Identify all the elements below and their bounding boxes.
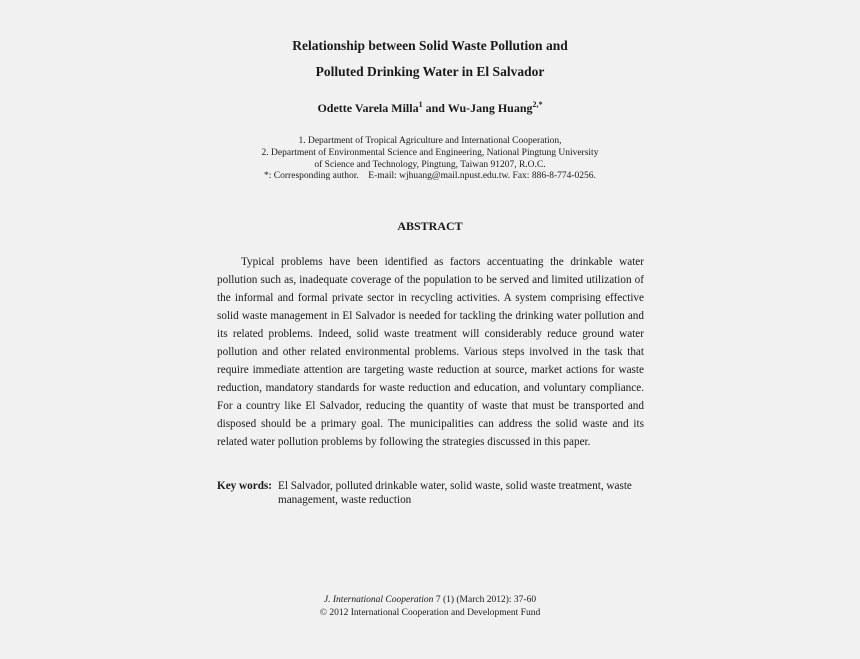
journal-name: J. International Cooperation [323,595,434,605]
abstract-section [217,253,644,451]
keywords-section [217,479,644,507]
author-2-affiliation-mark: 2,* [532,100,543,109]
author-1-affiliation-mark: 1 [418,100,423,109]
author-conjunction: and [422,101,448,115]
affiliation-line-2: 2. Department of Environmental Science and Engineering, National Pingtung University [261,148,599,158]
keywords-text: El Salvador, polluted drinkable water, solid waste, solid waste treatment, waste management, waste reduction [278,480,632,506]
keywords-label: Key words: [217,480,272,492]
affiliation-line-1: 1. Department of Tropical Agriculture and International Cooperation, [298,136,562,146]
abstract-paragraph: Typical problems have been identified as factors accentuating the drinkable water pollution such as, inadequate coverage of the population to be served and limited utilization of the informal and formal private sector in recycling activities. A system comprising effective solid waste management in El Salvador is needed for tackling the drinking water pollution and its related problems. Indeed, solid waste treatment will considerably reduce ground water pollution and other related environmental problems. Various steps involved in the task that require immediate attention are targeting waste reduction at source, market actions for waste reduction, mandatory standards for waste reduction and education, and voluntary compliance. For a country like El Salvador, reducing the quantity of waste that must be transported and disposed should be a primary goal. The municipalities can address the solid waste and its related water pollution problems by following the strategies discussed in this paper. [217,256,644,448]
author-name-1: Odette Varela Milla [317,101,419,115]
journal-volume-pages: 7 (1) (March 2012): 37-60 [433,595,537,605]
abstract-heading: ABSTRACT [397,219,463,233]
author-list [0,100,860,116]
author-name-2: Wu-Jang Huang [447,101,533,115]
corresponding-author-line: *: Corresponding author. E-mail: wjhuang@mail.npust.edu.tw. Fax: 886-8-774-0256. [264,171,596,181]
journal-citation [0,594,860,606]
paper-title-line1: Relationship between Solid Waste Pollution and [292,38,568,53]
paper-title-line2: Polluted Drinking Water in El Salvador [315,64,545,79]
affiliation-line-3: of Science and Technology, Pingtung, Taiwan 91207, R.O.C. [314,160,546,170]
copyright-line: © 2012 International Cooperation and Development Fund [319,608,541,618]
